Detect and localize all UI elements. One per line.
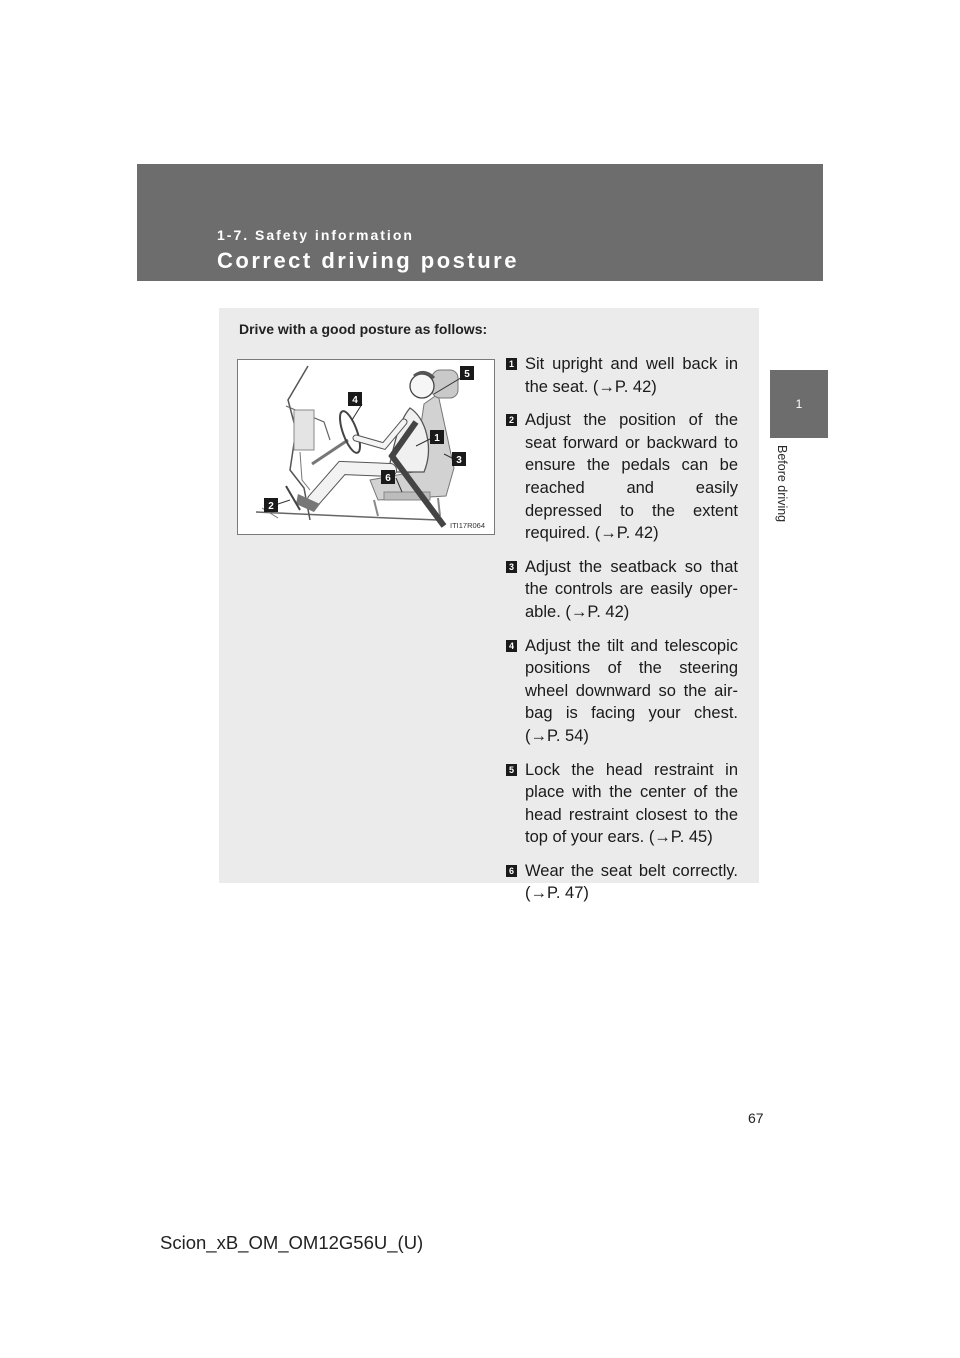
callout-1 <box>430 430 444 444</box>
section-label: 1-7. Safety information <box>217 227 414 243</box>
callout-6 <box>381 470 395 484</box>
step-number-badge: 1 <box>506 358 517 370</box>
step-item <box>506 353 738 398</box>
chapter-tab <box>770 370 828 438</box>
driver-figure-drawing <box>238 360 494 534</box>
step-text: Adjust the position of the seat forward or backward to ensure the pedals can be reached and easily depressed to the extent required. (→P. 42) <box>525 411 738 543</box>
step-item <box>506 556 738 624</box>
step-text: Lock the head restraint in place with the center of the head restraint closest to the top of your ears. (→P. 45) <box>525 760 738 847</box>
step-text: Adjust the tilt and telescopic positions of the steering wheel downward so the air-bag is facing your chest. (→P. 54) <box>525 636 738 745</box>
posture-steps-list <box>506 353 738 916</box>
chapter-label: Before driving <box>775 445 789 523</box>
figure-code: ITI17R064 <box>450 521 486 530</box>
document-id: Scion_xB_OM_OM12G56U_(U) <box>160 1232 424 1253</box>
section-header <box>137 164 823 281</box>
step-text: Wear the seat belt correctly. (→P. 47) <box>525 861 738 903</box>
step-item <box>506 635 738 748</box>
svg-text:5: 5 <box>464 369 470 380</box>
callout-5 <box>460 366 474 380</box>
step-item <box>506 759 738 849</box>
step-number-badge: 4 <box>506 640 517 652</box>
step-text: Sit upright and well back in the seat. (→P. 42) <box>525 355 738 396</box>
callout-3 <box>452 452 466 466</box>
callout-4 <box>348 392 362 406</box>
page-title: Correct driving posture <box>217 248 519 273</box>
step-number-badge: 2 <box>506 414 517 426</box>
step-item <box>506 409 738 545</box>
page-number: 67 <box>748 1110 764 1126</box>
callout-2 <box>264 498 278 512</box>
step-number-badge: 3 <box>506 561 517 573</box>
svg-text:3: 3 <box>456 455 462 466</box>
step-text: Adjust the seatback so that the controls are easily oper-able. (→P. 42) <box>525 557 738 621</box>
svg-text:6: 6 <box>385 473 391 484</box>
svg-text:2: 2 <box>268 501 274 512</box>
svg-text:4: 4 <box>352 395 358 406</box>
svg-text:1: 1 <box>434 433 440 444</box>
driving-posture-illustration <box>237 359 495 535</box>
step-item <box>506 860 738 905</box>
chapter-number: 1 <box>795 397 803 411</box>
step-number-badge: 5 <box>506 764 517 776</box>
intro-text: Drive with a good posture as follows: <box>239 321 488 337</box>
step-number-badge: 6 <box>506 865 517 877</box>
content-panel <box>219 308 759 903</box>
